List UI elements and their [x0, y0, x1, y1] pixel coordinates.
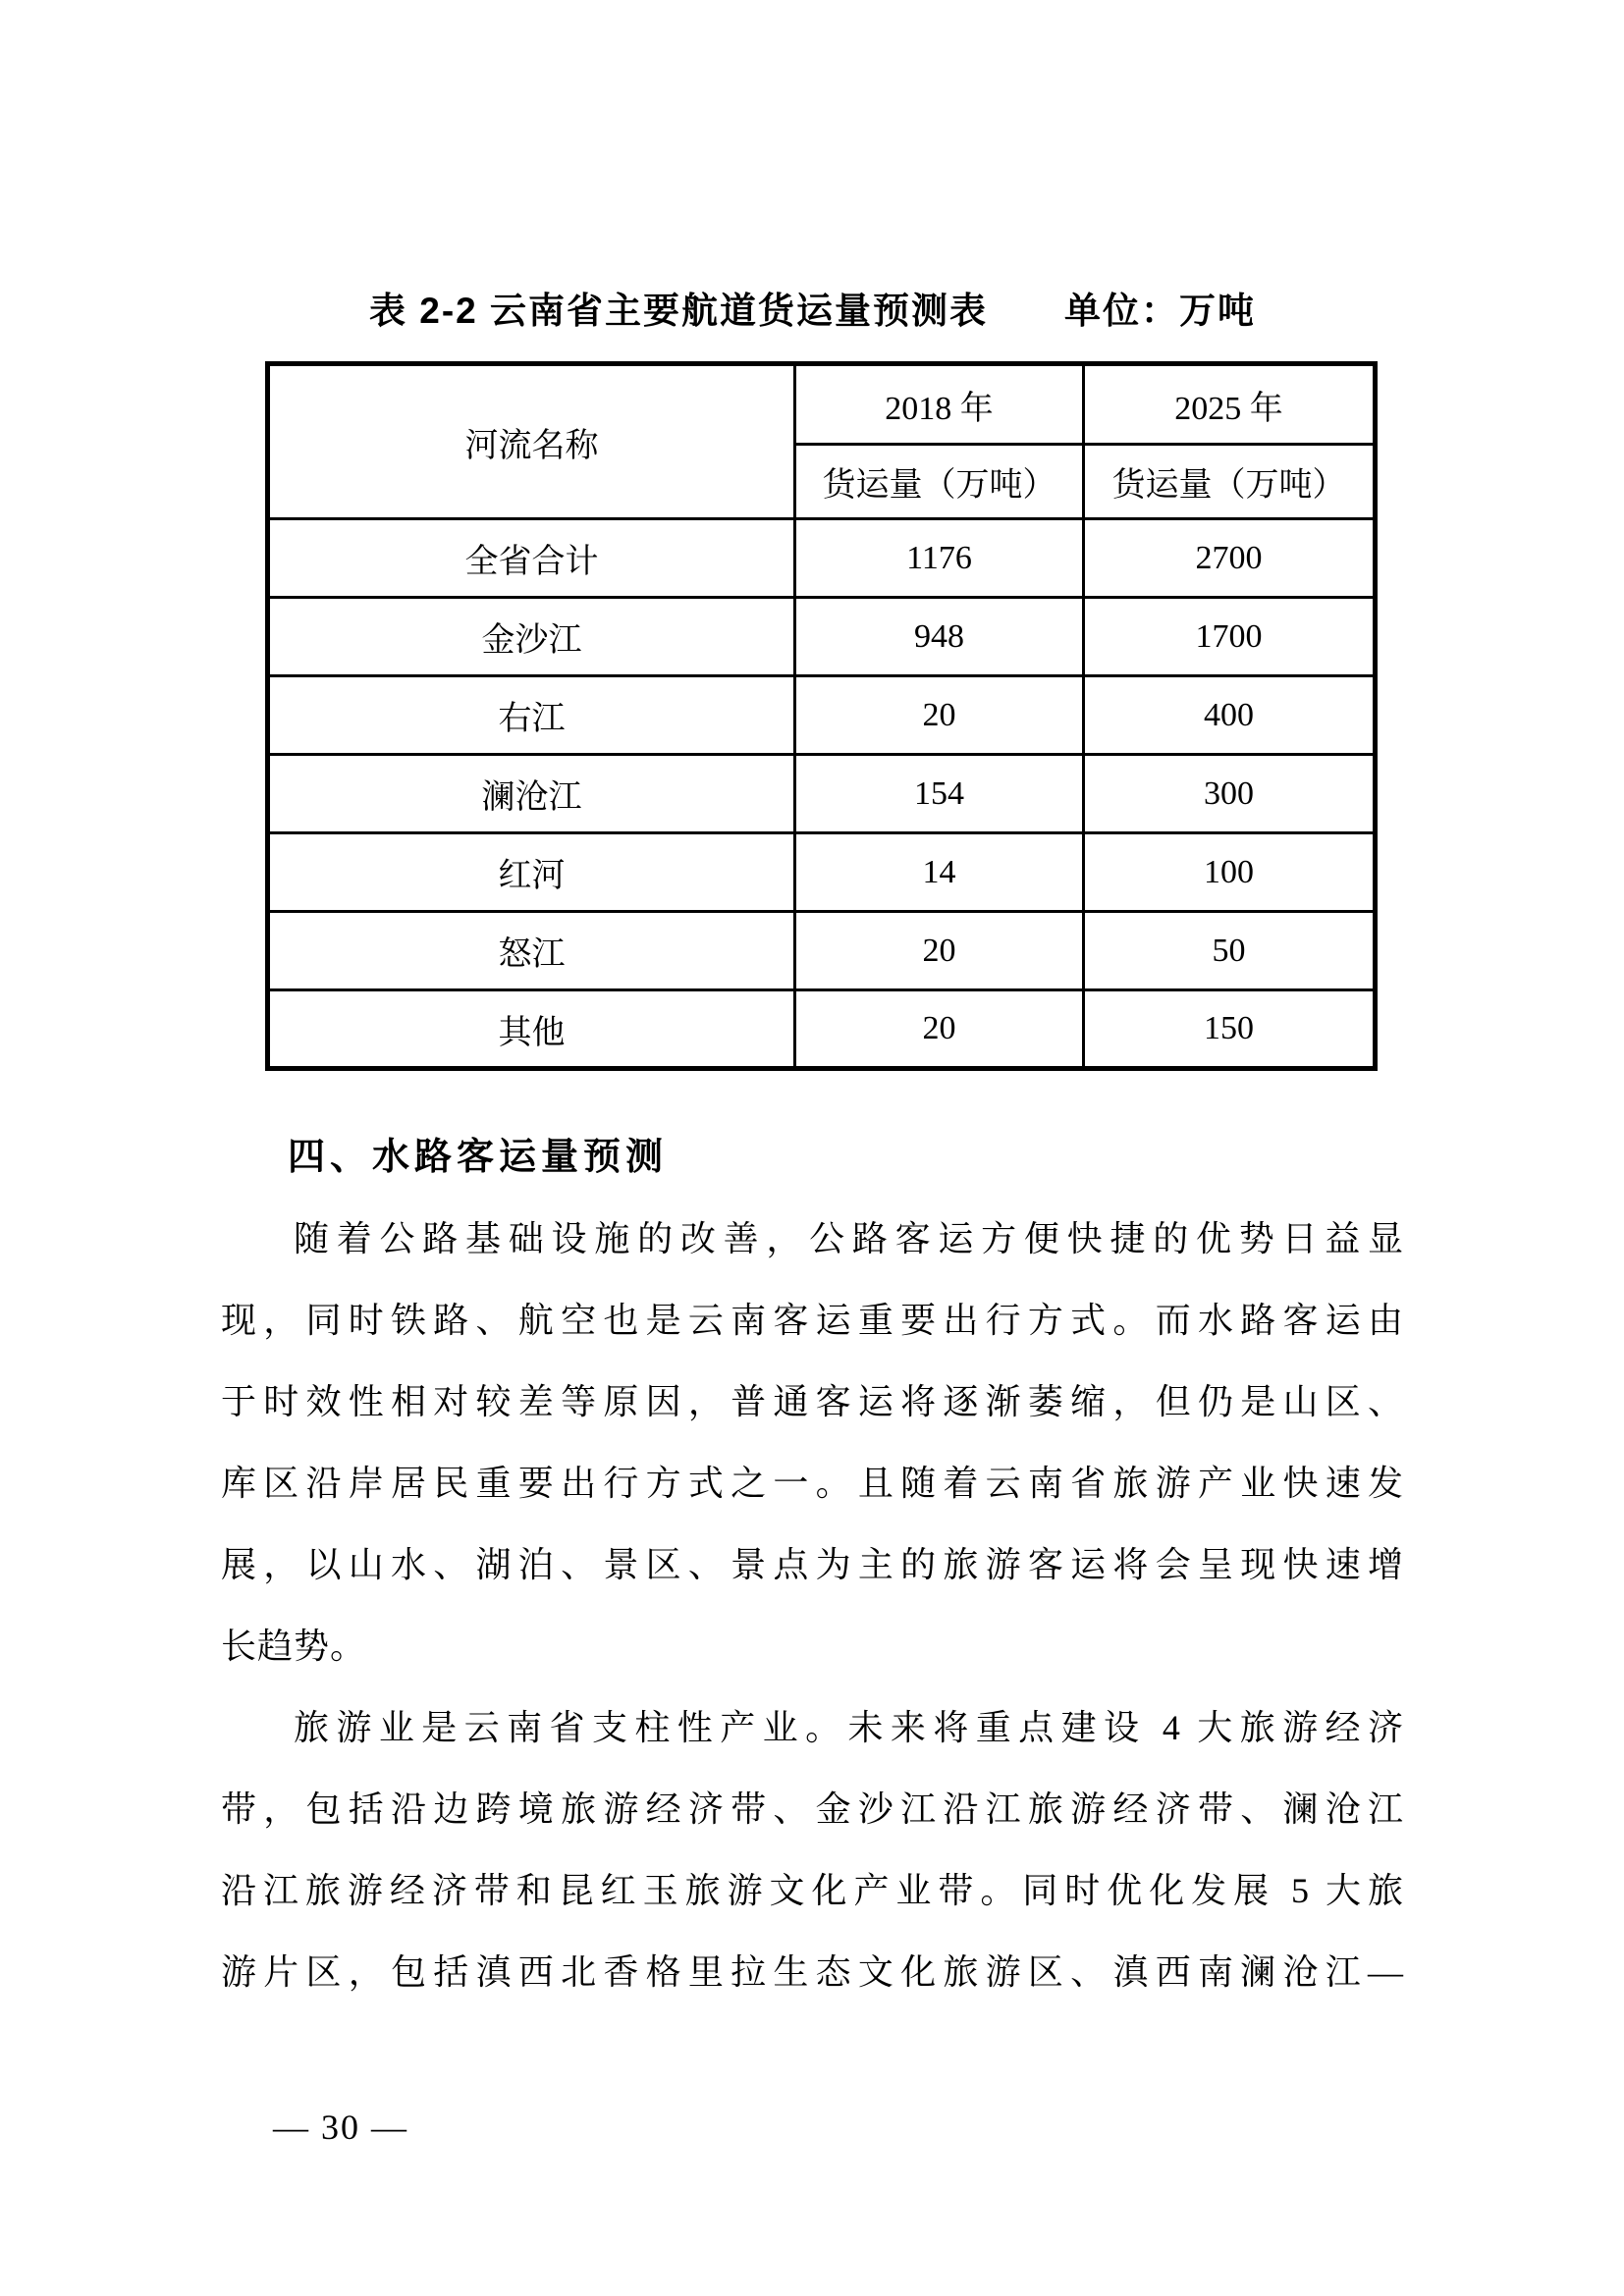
freight-2025-cell: 1700: [1084, 598, 1376, 676]
table-row: [268, 755, 1376, 833]
freight-2018-cell: 154: [795, 755, 1084, 833]
paragraph-line: 于时效性相对较差等原因，普通客运将逐渐萎缩，但仍是山区、: [221, 1382, 1404, 1421]
freight-2025-cell: 100: [1084, 833, 1376, 912]
freight-forecast-table: [265, 361, 1378, 1071]
page-number: — 30 —: [273, 2108, 408, 2147]
freight-2018-cell: 20: [795, 676, 1084, 755]
freight-2018-cell: 14: [795, 833, 1084, 912]
paragraph-line: 带，包括沿边跨境旅游经济带、金沙江沿江旅游经济带、澜沧江: [221, 1789, 1404, 1829]
paragraph-line: 游片区，包括滇西北香格里拉生态文化旅游区、滇西南澜沧江—: [221, 1952, 1404, 1992]
paragraph-line: 长趋势。: [221, 1627, 367, 1666]
freight-2025-header: 货运量（万吨）: [1084, 445, 1376, 519]
freight-2018-header: 货运量（万吨）: [795, 445, 1084, 519]
freight-2025-cell: 2700: [1084, 519, 1376, 598]
year-2025-header: 2025 年: [1084, 364, 1376, 445]
table-row: [268, 676, 1376, 755]
river-name-cell: 澜沧江: [268, 755, 795, 833]
river-name-cell: 金沙江: [268, 598, 795, 676]
freight-2025-cell: 400: [1084, 676, 1376, 755]
freight-2025-cell: 300: [1084, 755, 1376, 833]
table-row: [268, 833, 1376, 912]
freight-2018-cell: 1176: [795, 519, 1084, 598]
paragraph-line: 沿江旅游经济带和昆红玉旅游文化产业带。同时优化发展 5 大旅: [221, 1871, 1404, 1910]
section-body: [221, 1117, 1404, 2013]
table-title-text: 表 2-2 云南省主要航道货运量预测表: [368, 291, 989, 331]
freight-2018-cell: 948: [795, 598, 1084, 676]
paragraph-line: 旅游业是云南省支柱性产业。未来将重点建设 4 大旅游经济: [294, 1708, 1404, 1747]
section-heading: 四、水路客运量预测: [288, 1137, 669, 1178]
table-header-row-years: [268, 364, 1376, 445]
river-name-cell: 红河: [268, 833, 795, 912]
paragraph-line: 展，以山水、湖泊、景区、景点为主的旅游客运将会呈现快速增: [221, 1545, 1404, 1584]
table-title-unit: 单位：万吨: [1064, 291, 1257, 331]
freight-2018-cell: 20: [795, 912, 1084, 990]
river-name-cell: 全省合计: [268, 519, 795, 598]
freight-2018-cell: 20: [795, 990, 1084, 1069]
river-name-cell: 右江: [268, 676, 795, 755]
table-title: [221, 281, 1404, 334]
year-2018-header: 2018 年: [795, 364, 1084, 445]
table-row: [268, 912, 1376, 990]
paragraph-line: 现，同时铁路、航空也是云南客运重要出行方式。而水路客运由: [221, 1301, 1404, 1340]
paragraph-line: 随着公路基础设施的改善，公路客运方便快捷的优势日益显: [294, 1219, 1404, 1258]
river-name-header: 河流名称: [268, 364, 795, 519]
river-name-cell: 其他: [268, 990, 795, 1069]
table-row: [268, 598, 1376, 676]
freight-2025-cell: 150: [1084, 990, 1376, 1069]
table-row: [268, 519, 1376, 598]
freight-2025-cell: 50: [1084, 912, 1376, 990]
table-row: [268, 990, 1376, 1069]
paragraph-line: 库区沿岸居民重要出行方式之一。且随着云南省旅游产业快速发: [221, 1464, 1404, 1503]
river-name-cell: 怒江: [268, 912, 795, 990]
